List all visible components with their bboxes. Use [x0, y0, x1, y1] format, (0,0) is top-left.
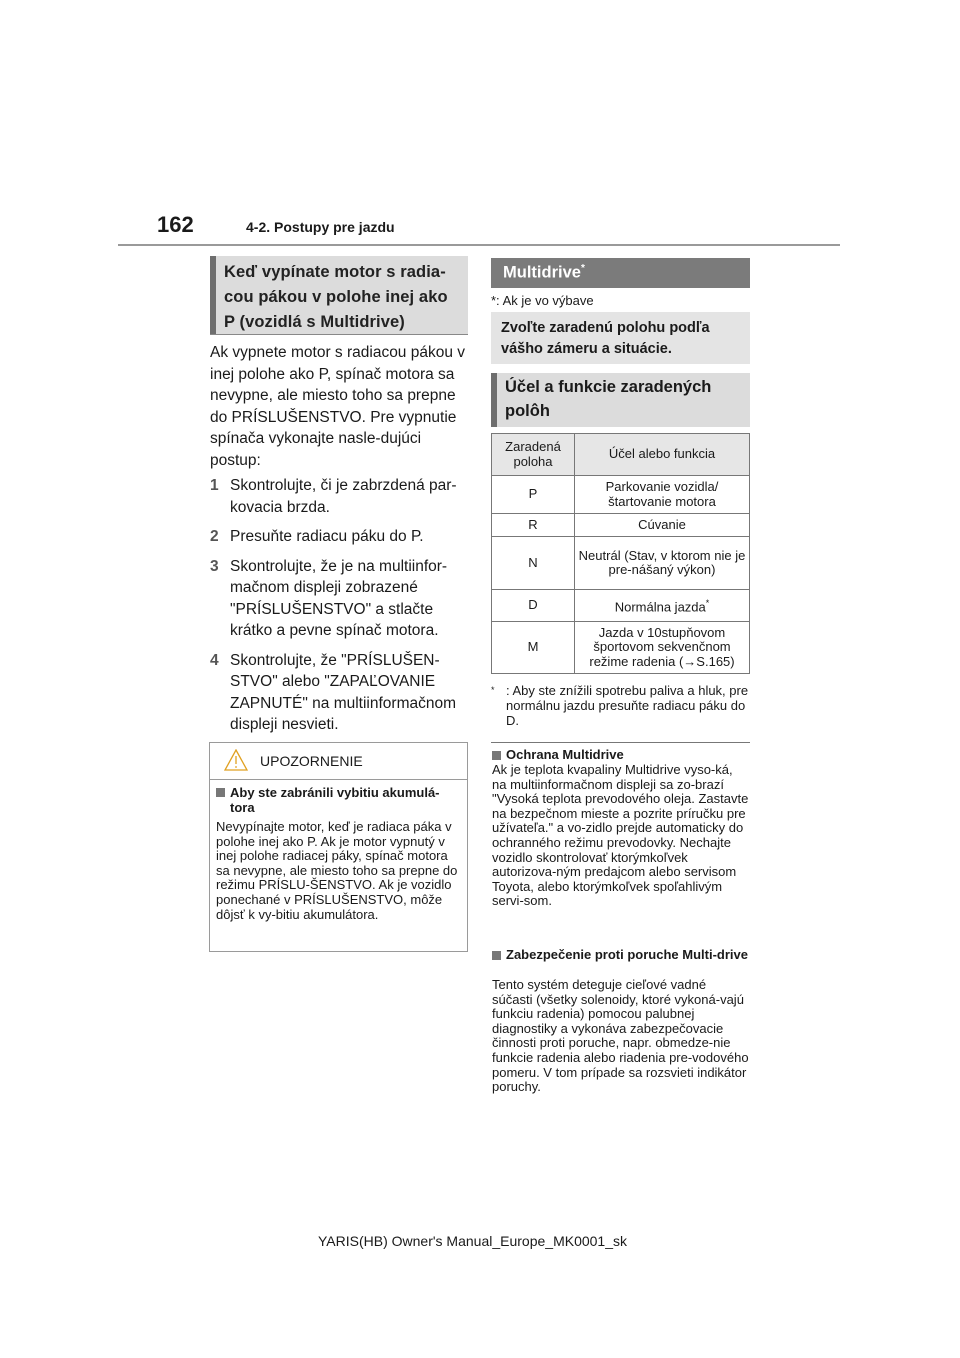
subsection-heading — [492, 748, 750, 763]
table-row — [492, 590, 750, 622]
footnote-mark: * — [580, 263, 585, 274]
table-header-position: Zaradená poloha — [492, 434, 575, 476]
section-divider — [491, 742, 750, 743]
multidrive-heading — [491, 258, 750, 288]
page-footer: YARIS(HB) Owner's Manual_Europe_MK0001_sk — [318, 1233, 627, 1249]
page-number: 162 — [157, 212, 194, 237]
table-footnote — [491, 683, 753, 728]
subsection-body: Tento systém deteguje cieľové vadné súčasti (všetky solenoidy, ktoré vykoná-vajú funkciu radenia) pomocou palubnej diagnostiky a vykonáva zabezpečovacie činnosti proti poruche, napr. obmedze-nie funkcie radenia alebo riadenia pre-vodového pomeru. V tom prípade sa rozsvieti indikátor poruchy. — [492, 977, 749, 1095]
step-item — [210, 526, 472, 548]
table-header-row — [492, 434, 750, 476]
step-item — [210, 556, 472, 642]
subsection-heading-text: Ochrana Multidrive — [506, 747, 624, 762]
table-cell-function: Parkovanie vozidla/ štartovanie motora — [575, 476, 750, 514]
table-row — [492, 514, 750, 537]
left-heading — [210, 256, 468, 334]
square-bullet-icon — [492, 951, 501, 960]
warning-title: UPOZORNENIE — [260, 753, 363, 769]
positions-table — [491, 433, 750, 674]
step-item — [210, 650, 472, 736]
subsection-heading — [492, 948, 750, 963]
availability-note: *: Ak je vo výbave — [491, 293, 594, 308]
left-heading-text: Keď vypínate motor s radia- cou pákou v polohe inej ako P (vozidlá s Multidrive) — [224, 263, 448, 331]
warning-subheading — [216, 785, 462, 815]
table-cell-function: Neutrál (Stav, v ktorom nie je pre-nášaný výkon) — [575, 537, 750, 590]
table-row — [492, 537, 750, 590]
left-heading-underline — [210, 334, 468, 335]
step-text: Skontrolujte, či je zabrzdená par-kovacia brzda. — [230, 477, 457, 516]
subsection-heading-text: Zabezpečenie proti poruche Multi-drive — [506, 947, 748, 962]
select-position-heading: Zvoľte zaradenú polohu podľa vášho zámeru a situácie. — [491, 312, 750, 364]
table-footnote-text: : Aby ste znížili spotrebu paliva a hluk, pre normálnu jazdu presuňte radiacu páku do D. — [506, 683, 749, 728]
step-item — [210, 475, 472, 518]
square-bullet-icon — [492, 751, 501, 760]
warning-header — [210, 743, 467, 780]
step-text: Skontrolujte, že je na multiinfor-mačnom displeji zobrazené "PRÍSLUŠENSTVO" a stlačte krátko a pevne spínač motora. — [230, 557, 448, 639]
table-cell-function: Cúvanie — [575, 514, 750, 537]
square-bullet-icon — [216, 788, 225, 797]
table-cell-position: N — [492, 537, 575, 590]
multidrive-heading-text: Multidrive — [503, 263, 581, 282]
table-cell-function: Jazda v 10stupňovom športovom sekvenčnom režime radenia (→S.165) — [575, 622, 750, 674]
step-text: Skontrolujte, že "PRÍSLUŠEN-STVO" alebo "ZAPAĽOVANIE ZAPNUTÉ" na multiinformačnom displeji nesvieti. — [230, 651, 457, 733]
table-header-function: Účel alebo funkcia — [575, 434, 750, 476]
step-number: 2 — [210, 528, 219, 545]
table-row — [492, 622, 750, 674]
warning-box — [209, 742, 468, 952]
step-list — [210, 475, 472, 744]
table-cell-position: R — [492, 514, 575, 537]
step-number: 3 — [210, 557, 219, 575]
positions-heading: Účel a funkcie zaradených polôh — [491, 373, 750, 427]
table-cell-function-text: Normálna jazda — [614, 599, 706, 615]
step-text: Presuňte radiacu páku do P. — [230, 528, 424, 545]
section-title: 4-2. Postupy pre jazdu — [246, 219, 395, 235]
warning-subheading-text: Aby ste zabránili vybitiu akumulá-tora — [230, 785, 440, 815]
warning-triangle-icon — [224, 749, 248, 771]
footnote-mark: * — [491, 685, 495, 695]
table-cell-position: M — [492, 622, 575, 674]
warning-body: Nevypínajte motor, keď je radiaca páka v polohe inej ako P. Ak je motor vypnutý v inej polohe radiacej páky, spínač motora sa nevypne, ale miesto toho sa prepne do režimu PRÍSLU-ŠENSTVO. Ak je vozidlo ponechané v PRÍSLUŠENSTVO, môže dôjsť k vy-bitiu akumulátora. — [216, 819, 458, 922]
table-cell-position: D — [492, 590, 575, 622]
footnote-mark: * — [705, 598, 710, 609]
step-number: 1 — [210, 477, 219, 494]
table-cell-position: P — [492, 476, 575, 514]
intro-paragraph: Ak vypnete motor s radiacou pákou v inej polohe ako P, spínač motora sa nevypne, ale miesto toho sa prepne do PRÍSLUŠENSTVO. Pre vypnutie spínača vykonajte nasle-dujúci postup: — [210, 344, 466, 469]
step-number: 4 — [210, 651, 219, 669]
subsection-body: Ak je teplota kvapaliny Multidrive vyso-ká, na multiinformačnom displeji sa zo-brazí "Vysoká teplota prevodového oleja. Zastavte na bezpečnom mieste a pozrite príručku pre užívateľa." a vo-zidlo prejde automaticky do ochranného režimu prevodovky. Nechajte vozidlo skontrolovať ktorýmkoľvek autorizova-ným predajcom alebo servisom Toyota, alebo ktorýmkoľvek spoľahlivým servi-som. — [492, 762, 749, 909]
table-row — [492, 476, 750, 514]
header-rule — [118, 244, 840, 246]
table-cell-function — [575, 590, 750, 622]
